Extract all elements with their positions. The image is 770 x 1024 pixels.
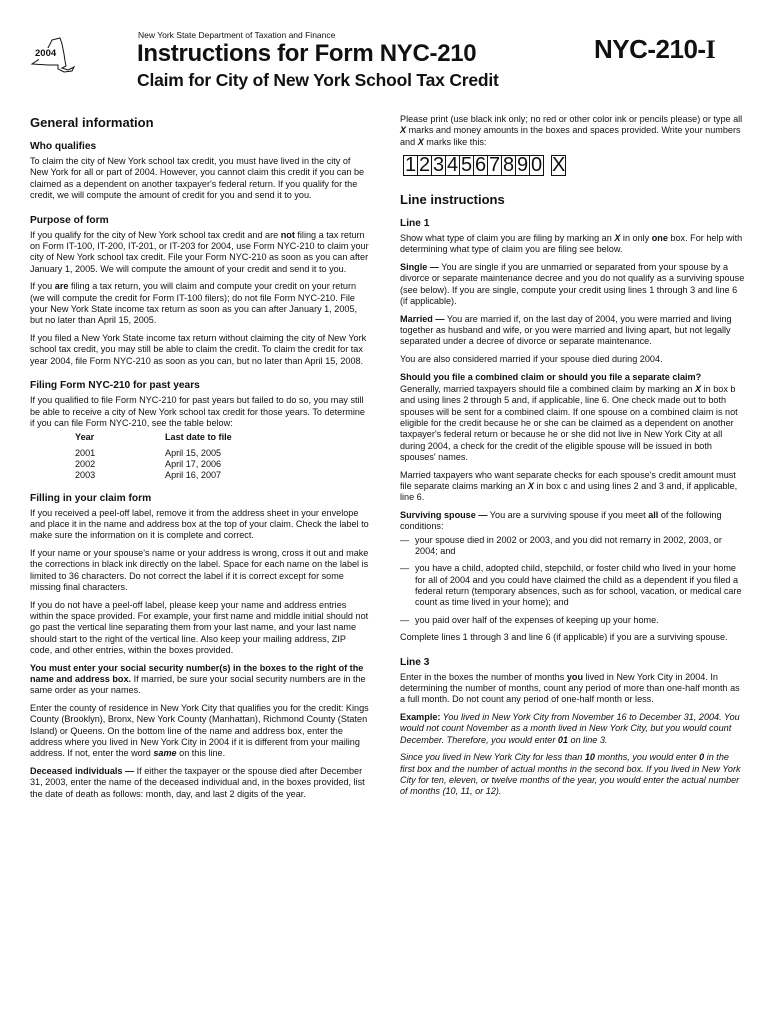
table-cell-year: 2002 (75, 458, 96, 469)
condition-item: — you paid over half of the expenses of keeping up your home. (400, 614, 659, 625)
handwriting-sample (403, 155, 745, 176)
line-1-heading: Line 1 (400, 217, 430, 229)
sample-digit: 6 (474, 153, 487, 176)
who-qualifies-heading: Who qualifies (30, 141, 97, 152)
condition-item: — your spouse died in 2002 or 2003, and you did not remarry in 2002, 2003, or 2004; and (400, 534, 722, 557)
filing-deadline-table (75, 432, 232, 481)
page-subtitle: Claim for City of New York School Tax Credit (137, 70, 499, 90)
separate-paragraph: Married taxpayers who want separate checks for each spouse's credit amount must file separate claims marking an X in box c and using lines 2 and 3 and, if applicable, line 6. (400, 469, 738, 503)
since-paragraph: Since you lived in New York City for less than 10 months, you would enter 0 in the first box and the number of actual months in the second box. If you lived in New York City for ten, eleven, or twelve months of the year, you would enter the actual number of months (10, 11, or 12). (400, 752, 741, 797)
right-column (400, 114, 745, 804)
table-row (75, 459, 232, 470)
married-paragraph-2: You are also considered married if your spouse died during 2004. (400, 354, 663, 365)
single-paragraph: Single — You are single if you are unmarried or separated from your spouse by a divorce or separate maintenance decree and you do not qualify as a surviving spouse (see below). If you are single, compute your credit using lines 1 through 3 and line 6 (if applicable). (400, 261, 745, 306)
past-years-heading: Filing Form NYC-210 for past years (30, 380, 200, 392)
purpose-heading: Purpose of form (30, 214, 109, 226)
form-number: NYC-210-I (594, 34, 716, 64)
table-header-row (75, 432, 232, 443)
filling-paragraph-3: If you do not have a peel-off label, please keep your name and address entries within the space provided. For example, your first name and middle initial should not go past the vertical line separating them from your last name, and your last name should start to the right of the vertical line. Also keep your mailing address, ZIP code, and other entries, within the boxes provided. (30, 599, 369, 655)
line-3-heading: Line 3 (400, 656, 430, 668)
table-cell-date: April 16, 2007 (165, 470, 222, 481)
table-cell-date: April 15, 2005 (165, 447, 222, 458)
page-title: Instructions for Form NYC-210 (137, 40, 477, 67)
condition-item: — you have a child, adopted child, stepchild, or foster child who lived in your home for all of 2004 and you could have claimed the child as a dependent if you filed a federal return (temporary absences, such as for school, vacation, or medical care count as time lived in your home); and (400, 563, 742, 608)
past-years-text: If you qualified to file Form NYC-210 for past years but failed to do so, you may still be able to receive a city of New York school tax credit for those years. To determine if you can file Form NYC-210, see the table below: (30, 395, 365, 429)
sample-digit: 4 (446, 153, 459, 176)
table-cell-year: 2003 (75, 470, 96, 481)
agency-name: New York State Department of Taxation and Finance (138, 30, 336, 40)
sample-digit: 0 (530, 153, 543, 176)
tax-year-badge: 2004 (35, 48, 57, 59)
ssn-paragraph: You must enter your social security number(s) in the boxes to the right of the name and address box. If married, be sure your social security numbers are in the same order as your names. (30, 662, 366, 696)
table-cell-year: 2001 (75, 447, 96, 458)
left-column (30, 115, 370, 806)
combined-question: Should you file a combined claim or should you file a separate claim? (400, 371, 702, 382)
print-instructions: Please print (use black ink only; no red or other color ink or pencils please) or type all X marks and money amounts in the boxes and spaces provided. Write your numbers and X marks like this: (400, 114, 743, 147)
line-instructions-heading: Line instructions (400, 191, 505, 207)
filling-paragraph-1: If you received a peel-off label, remove it from the address sheet in your envelope and place it in the name and address box at the top of your claim. Check the label to make sure the information on it is complete and correct. (30, 507, 369, 541)
combined-paragraph: Generally, married taxpayers should file a combined claim by marking an X in box b and using lines 2 through 5 and, if applicable, line 6. One check made out to both spouses will be sent for a combined claim. If one spouse on a combined claim is not eligible for the credit because he or she can be claimed as a dependent on another taxpayer's federal return or because he or she did not live in New York City at all during 2004, a check for the credit of the eligible spouse will be issued in both spouses' names. (400, 384, 738, 462)
table-header-date: Last date to file (165, 432, 232, 443)
deceased-paragraph: Deceased individuals — If either the taxpayer or the spouse died after December 31, 2003, enter the name of the deceased individual and, in the boxes provided, list the date of death as follows: month, day, and last 2 digits of the year. (30, 765, 365, 799)
sample-digit: 3 (432, 153, 445, 176)
county-paragraph: Enter the county of residence in New York City that qualifies you for the credit: Kings County (Brooklyn), Bronx, New York County (Manhattan), Richmond County (Staten Island) or Queens. On the bottom line of the name and address box, enter the address where you lived in New York City in 2004 if it is different from your mailing address. If not, enter the word same on this line. (30, 702, 369, 759)
general-information-heading: General information (30, 115, 154, 130)
line-3-text: Enter in the boxes the number of months you lived in New York City in 2004. In determining the number of months, count any period of more than one-half month as a full month. Do not count any period of one-half month or less. (400, 671, 740, 705)
sample-digit: 9 (516, 153, 529, 176)
complete-paragraph: Complete lines 1 through 3 and line 6 (if applicable) if you are a surviving spouse. (400, 631, 728, 642)
surviving-paragraph: Surviving spouse — You are a surviving spouse if you meet all of the following conditions: (400, 510, 722, 532)
purpose-paragraph-3: If you filed a New York State income tax return without claiming the city of New York school tax credit, you may still be able to claim the credit. To claim the credit for tax year 2004, file Form NYC-210 as soon as you can, but no later than April 15, 2008. (30, 333, 367, 366)
sample-digit: 2 (418, 153, 431, 176)
purpose-paragraph-2: If you are filing a tax return, you will claim and compute your credit on your return (we will compute the credit for Form IT-100 filers); do not file Form NYC-210. File your New York State income tax return as soon as you can after January 1, 2005, but no later than April 15, 2005. (30, 281, 358, 326)
filling-heading: Filling in your claim form (30, 492, 152, 504)
filling-paragraph-2: If your name or your spouse's name or your address is wrong, cross it out and make the corrections in black ink directly on the label. Space for each name on the label is limited to 36 characters. Do not correct the label if it is correct except for some missing final characters. (30, 547, 369, 592)
sample-digit: 7 (488, 153, 501, 176)
who-qualifies-text: To claim the city of New York school tax credit, you must have lived in the city of New York for all or part of 2004. However, you cannot claim this credit if you can be claimed as a dependent on another taxpayer's federal return. If you qualify for the credit, we will compute the amount of credit for you and send it to you. (30, 156, 365, 200)
table-cell-date: April 17, 2006 (165, 458, 222, 469)
table-row (75, 470, 232, 481)
sample-x-mark: X (552, 153, 566, 176)
sample-digit: 5 (460, 153, 473, 176)
table-header-year: Year (75, 432, 95, 443)
sample-digit: 8 (502, 153, 515, 176)
example-paragraph: Example: You lived in New York City from November 16 to December 31, 2004. You would not count November as a month lived in New York City, but you would count December. Therefore, you would enter 01 on line 3. (400, 711, 740, 745)
table-row (75, 448, 232, 459)
sample-digit: 1 (404, 153, 417, 176)
line-1-text: Show what type of claim you are filing by marking an X in only one box. For help with determining what type of claim you are filing see below. (400, 232, 743, 255)
purpose-paragraph-1: If you qualify for the city of New York school tax credit and are not filing a tax return on Form IT-100, IT-200, IT-201, or IT-203 for 2004, use Form NYC-210 to claim your city of New York school tax credit. File your Form NYC-210 as soon as you can after January 1, 2005. We will compute the amount of your credit and send it to you. (30, 229, 369, 274)
married-paragraph: Married — You are married if, on the last day of 2004, you were married and living together as husband and wife, or you were married and living apart, but not legally separated under a decree of divorce or separate maintenance. (400, 313, 732, 347)
